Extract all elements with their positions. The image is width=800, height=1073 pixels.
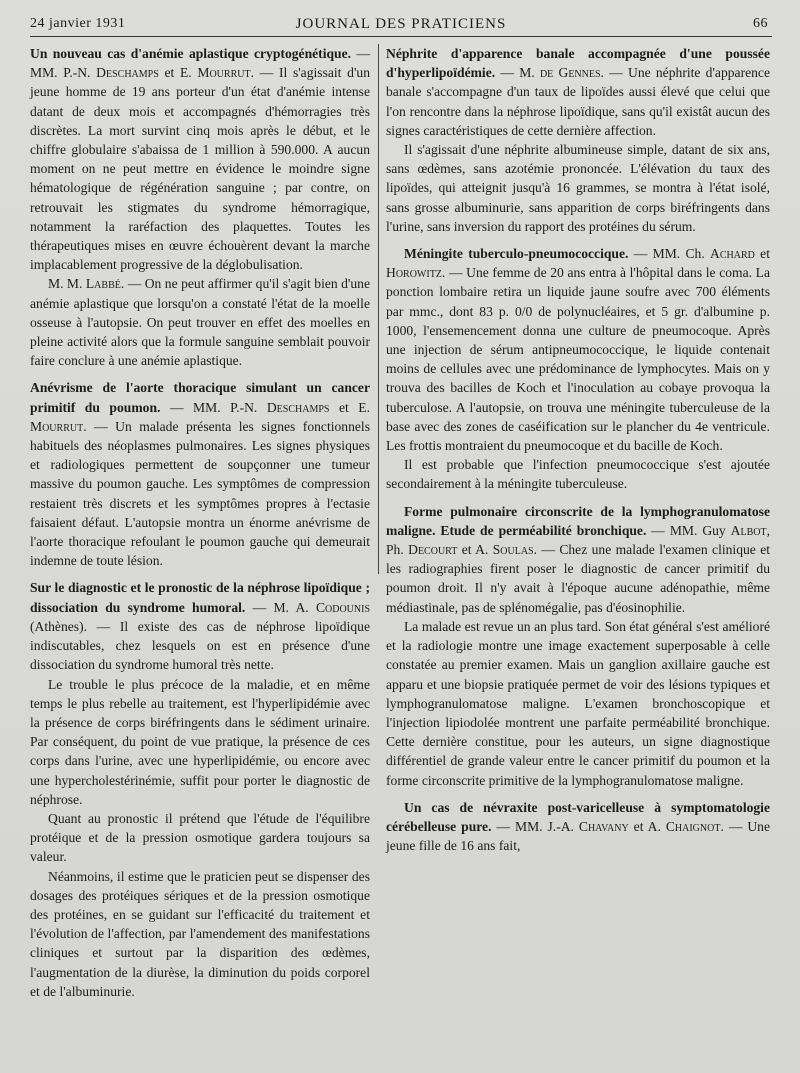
article-title: Un cas de névraxite post-varicelleuse à symptomatologie cérébelleuse pure. — [386, 799, 770, 834]
article-nephrite-hyperlipoidemie: Néphrite d'apparence banale accompagnée d'une poussée d'hyperlipoïdémie. — M. de Gennes. — Une néphrite d'apparence banale s'accompagne d'un taux de lipoïdes aussi élevé que celui que l'on rencontre dans la néphrose lipoïdique, sans qu'il existât aucun des signes caractéristiques de cette dernière affection. Il s'agissait d'une néphrite albumineuse simple, datant de six ans, sans œdèmes, sans azotémie prononcée. L'élévation du taux des lipoïdes, qui atteignit jusqu'à 16 grammes, se montra à l'état isolé, sans grosse albuminurie, sans apparition de corps biréfringents dans l'urine, sans inversion du rapport des protéines du sérum. — [386, 44, 770, 236]
article-paragraph: Néanmoins, il estime que le praticien peut se dispenser des dosages des protéiques sériques et de la pression osmotique des protéines, en se guidant sur l'efficacité du traitement et l'évolution de l'affection, par l'amendement des manifestations cliniques et surtout par la disparition des œdèmes, l'augmentation de la diurèse, la diminution du poids corporel et de l'albuminurie. — [30, 868, 370, 999]
column-divider — [378, 44, 379, 574]
article-nephrose-lipoidique: Sur le diagnostic et le pronostic de la néphrose lipoïdique ; dissociation du syndrome humoral. — M. A. Codounis (Athènes). — Il existe des cas de néphrose lipoïdique indiscutables, chez lesquels on est en présence d'une dissociation du syndrome humoral très nette. Le trouble le plus précoce de la maladie, et en même temps le plus rebelle au traitement, est l'hyperlipidémie avec la présence de corps biréfringents dans le sédiment urinaire. Par conséquent, du point de vue pratique, la présence de ces corps dans l'urine, avec une hyperlipidémie, ou encore avec une hypercholestérinémie, suffit pour porter le diagnostic de néphrose. Quant au pronostic il prétend que l'étude de l'équilibre protéique et de la pression osmotique gardera toujours sa valeur. Néanmoins, il estime que le praticien peut se dispenser des dosages des protéiques sériques et de la pression osmotique des protéines, en se guidant sur l'efficacité du traitement et l'évolution de l'affection, par l'amendement des manifestations cliniques et surtout par la disparition des œdèmes, l'augmentation de la diurèse, la diminution du poids corporel et de l'albuminurie. — [30, 578, 370, 1000]
author-name: Albot — [730, 522, 767, 538]
article-body: . — Chez une malade l'examen clinique et les radiographies firent poser le diagnostic de cancer primitif du poumon droit. Il n'y avait à l'époque aucune adénopathie, même médiastinale, pas de splénomégalie, pas d'éosinophilie. — [386, 542, 771, 615]
article-meningite: Méningite tuberculo-pneumococcique. — MM. Ch. Achard et Horowitz. — Une femme de 20 ans entra à l'hôpital dans le coma. La ponction lombaire retira un liquide jaune soufre avec 700 éléments par mmc., dont 83 p. 0/0 de polynucléaires, et 5 gr. d'albumine p. 1000, l'ensemencement donna une culture de pneumocoque. Après une injection de sérum antipneumococcique, le liquide contenait moins de cellules avec une prédominance de lymphocytes. Mais on y trouva des bacilles de Koch et l'inoculation au cobaye provoqua la tuberculose. A l'autopsie, on trouva une méningite tuberculeuse de la base avec des zones de caséification sur le plancher du 4e ventricule. Les frottis montraient du pneumocoque et du bacille de Koch. Il est probable que l'infection pneumococcique s'est ajoutée secondairement à la méningite tuberculeuse. — [386, 244, 770, 494]
article-body: . — Une néphrite d'apparence banale s'accompagne d'un taux de lipoïdes aussi élevé que celui que l'on rencontre dans la néphrose lipoïdique, sans qu'il existât aucun des signes caractéristiques de cette dernière affection. — [386, 65, 770, 138]
article-title: Sur le diagnostic et le pronostic de la néphrose lipoïdique ; dissociation du syndrome humoral. — [30, 580, 370, 615]
article-paragraph: Il s'agissait d'une néphrite albumineuse simple, datant de six ans, sans œdèmes, sans azotémie prononcée. L'élévation du taux des lipoïdes, qui atteignit jusqu'à 16 grammes, se montra à l'état isolé, sans grosse albuminurie, sans apparition de corps biréfringents dans l'urine, sans inversion du rapport des protéines du sérum. — [386, 142, 770, 234]
author-name: Codounis — [315, 599, 371, 615]
author-name: Chavany — [578, 818, 629, 834]
author-name: Chaignot — [665, 818, 721, 834]
author-name: Mourrut — [197, 65, 251, 81]
article-nevraxite: Un cas de névraxite post-varicelleuse à symptomatologie cérébelleuse pure. — MM. J.-A. Chavany et A. Chaignot. — Une jeune fille de 16 ans fait, — [386, 799, 770, 854]
article-paragraph: Il est probable que l'infection pneumococcique s'est ajoutée secondairement à la méningite tuberculeuse. — [386, 457, 770, 492]
article-title: Néphrite d'apparence banale accompagnée d'une poussée d'hyperlipoïdémie. — [386, 46, 770, 81]
header-journal-title: JOURNAL DES PRATICIENS — [295, 16, 507, 32]
article-paragraph: La malade est revue un an plus tard. Son état général s'est amélioré et la radiologie montre une image exactement superposable à celle constatée au premier examen. Mais un ganglion axillaire gauche est apparu et une biopsie pratiquée permet de voir des lésions typiques et lymphogranulomatose maligne. L'examen bronchoscopique et l'injection lipiodolée montrent une parfaite perméabilité bronchique. Cette dernière constitue, pour les auteurs, un signe diagnostique différentiel de grande valeur entre le cancer primitif du poumon et la forme circonscrite primitive de la lymphogranulomatose maligne. — [386, 618, 770, 788]
article-title: Anévrisme de l'aorte thoracique simulant un cancer primitif du poumon. — [30, 380, 370, 415]
author-name: Deschamps — [266, 399, 330, 415]
article-anemie-aplastique: Un nouveau cas d'anémie aplastique cryptogénétique. — MM. P.-N. Deschamps et E. Mourrut. — Il s'agissait d'un jeune homme de 19 ans porteur d'un état d'anémie intense datant de deux mois et accompagnés d'hémorragies très discrètes. La mort survint cinq mois après le début, et le chiffre globulaire s'abaissa de 1 million à 590.000. A aucun moment on ne peut mettre en évidence le moindre signe hématologique de régénération sanguine ; par contre, on retrouvait les stigmates du syndrome hémorragique, notamment la raréfaction des plaquettes. Toutes les thérapeutiques mises en œuvre échouèrent devant la marche implacablement progressive de la déglobulisation. M. M. Labbé. — On ne peut affirmer qu'il s'agit bien d'une anémie aplastique que lorsqu'on a constaté l'état de la moelle osseuse à l'autopsie. On peut trouver en effet des moelles en pleine activité alors que la formule sanguine semblait pouvoir faire conclure à une anémie aplastique. — [30, 44, 370, 370]
author-name: Horowitz — [386, 265, 442, 281]
article-body: . — Il s'agissait d'un jeune homme de 19 ans porteur d'un état d'anémie intense datant de deux mois et accompagnés d'hémorragies très discrètes. La mort survint cinq mois après le début, et le chiffre globulaire s'abaissa de 1 million à 590.000. A aucun moment on ne peut mettre en évidence le moindre signe hématologique de régénération sanguine ; par contre, on retrouvait les stigmates du syndrome hémorragique, notamment la raréfaction des plaquettes. Toutes les thérapeutiques mises en œuvre échouèrent devant la marche implacablement progressive de la déglobulisation. — [30, 65, 370, 273]
left-column — [30, 44, 370, 1073]
author-name: Mourrut — [30, 418, 84, 434]
author-name: Decourt — [408, 542, 458, 558]
article-title: Un nouveau cas d'anémie aplastique cryptogénétique. — [30, 46, 352, 61]
article-body: . — Une femme de 20 ans entra à l'hôpital dans le coma. La ponction lombaire retira un liquide jaune soufre avec 700 éléments par mmc., dont 83 p. 0/0 de polynucléaires, et 5 gr. d'albumine p. 1000, l'ensemencement donna une culture de pneumocoque. Après une injection de sérum antipneumococcique, le liquide contenait moins de cellules avec une prédominance de lymphocytes. Mais on y trouva des bacilles de Koch et l'inoculation au cobaye provoqua la tuberculose. A l'autopsie, on trouva une méningite tuberculeuse de la base avec des zones de caséification sur le plancher du 4e ventricule. Les frottis montraient du pneumocoque et du bacille de Koch. — [386, 265, 770, 454]
article-paragraph: Quant au pronostic il prétend que l'étude de l'équilibre protéique et de la pression osmotique gardera toujours sa valeur. — [30, 810, 370, 865]
running-header — [30, 14, 772, 37]
author-name: Labbé — [85, 276, 121, 292]
author-name: Deschamps — [96, 65, 159, 81]
article-body: . — Un malade présenta les signes fonctionnels habituels des néoplasmes pulmonaires. Les signes physiques et radiologiques permettent de soupçonner une tumeur massive du poumon gauche. Les symptômes de compression restaient très discrets et les symptômes propres à l'ectasie faisaient défaut. L'autopsie montra un énorme anévrisme de l'aorte thoracique refoulant le poumon gauche qui demeurait indemne de toute lésion. — [30, 418, 370, 569]
article-body: (Athènes). — Il existe des cas de néphrose lipoïdique indiscutables, chez lesquels on est en présence d'une dissociation du syndrome humoral très nette. — [30, 618, 370, 673]
article-anevrisme-aorte: Anévrisme de l'aorte thoracique simulant un cancer primitif du poumon. — MM. P.-N. Deschamps et E. Mourrut. — Un malade présenta les signes fonctionnels habituels des néoplasmes pulmonaires. Les signes physiques et radiologiques permettent de soupçonner une tumeur massive du poumon gauche. Les symptômes de compression restaient très discrets et les symptômes propres à l'ectasie faisaient défaut. L'autopsie montra un énorme anévrisme de l'aorte thoracique refoulant le poumon gauche qui demeurait indemne de toute lésion. — [30, 380, 370, 569]
author-name: Soulas — [492, 542, 534, 558]
author-name: Achard — [710, 246, 755, 262]
header-page-number: 66 — [753, 16, 768, 31]
article-title: Forme pulmonaire circonscrite de la lymphogranulomatose maligne. Etude de perméabilité bronchique. — [386, 503, 770, 538]
right-column — [386, 44, 770, 1073]
article-body: . — Une jeune fille de 16 ans fait, — [386, 818, 770, 854]
header-date: 24 janvier 1931 — [30, 16, 126, 31]
article-title: Méningite tuberculo-pneumococcique. — [404, 246, 629, 262]
article-paragraph: M. M. Labbé. — On ne peut affirmer qu'il s'agit bien d'une anémie aplastique que lorsqu'on a constaté l'état de la moelle osseuse à l'autopsie. On peut trouver en effet des moelles en pleine activité alors que la formule sanguine semblait pouvoir faire conclure à une anémie aplastique. — [30, 276, 370, 369]
author-name: de Gennes — [539, 65, 601, 81]
article-lymphogranulomatose: Forme pulmonaire circonscrite de la lymphogranulomatose maligne. Etude de perméabilité bronchique. — MM. Guy Albot, Ph. Decourt et A. Soulas. — Chez une malade l'examen clinique et les radiographies firent poser le diagnostic de cancer primitif du poumon droit. Il n'y avait à l'époque aucune adénopathie, même médiastinale, pas de splénomégalie, pas d'éosinophilie. La malade est revue un an plus tard. Son état général s'est amélioré et la radiologie montre une image exactement superposable à celle constatée au premier examen. Mais un ganglion axillaire gauche est apparu et une biopsie pratiquée permet de voir des lésions typiques et lymphogranulomatose maligne. L'examen bronchoscopique et l'injection lipiodolée montrent une parfaite perméabilité bronchique. Cette dernière constitue, pour les auteurs, un signe diagnostique différentiel de grande valeur entre le cancer primitif du poumon et la forme circonscrite primitive de la lymphogranulomatose maligne. — [386, 502, 770, 790]
article-paragraph: Le trouble le plus précoce de la maladie, et en même temps le plus rebelle au traitement, est l'hyperlipidémie avec la présence de corps biréfringents dans le sédiment urinaire. Par conséquent, du point de vue pratique, la présence de ces corps dans l'urine, avec une hyperlipidémie, ou encore avec une hypercholestérinémie, suffit pour porter le diagnostic de néphrose. — [30, 676, 370, 807]
